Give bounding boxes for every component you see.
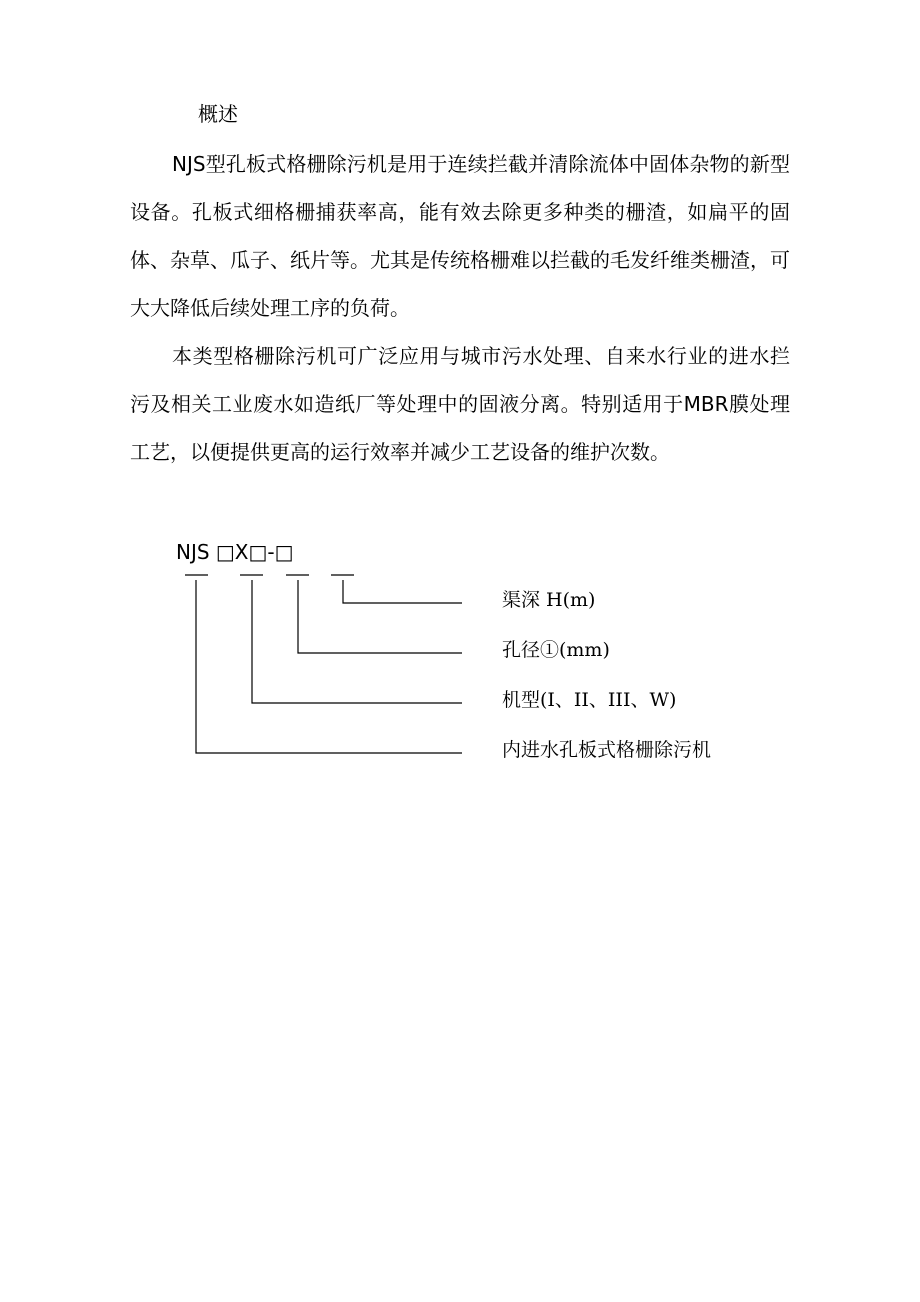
legend-channel-depth: 渠深 H(m) xyxy=(502,589,596,611)
paragraph-overview: NJS型孔板式格栅除污机是用于连续拦截并清除流体中固体杂物的新型设备。孔板式细格栅捕获率高，能有效去除更多种类的栅渣，如扁平的固体、杂草、瓜子、纸片等。尤其是传统格栅难以拦截的毛发纤维类栅渣，可大大降低后续处理工序的负荷。 xyxy=(130,152,790,320)
legend-hole-diameter: 孔径①(mm) xyxy=(502,639,610,661)
legend-product-name: 内进水孔板式格栅除污机 xyxy=(502,739,712,761)
legend-machine-type: 机型(I、II、III、W) xyxy=(502,689,677,711)
leader-line-type xyxy=(252,580,462,703)
model-code: NJS □X□-□ xyxy=(176,540,294,564)
leader-line-depth xyxy=(343,580,462,603)
paragraph-application: 本类型格栅除污机可广泛应用与城市污水处理、自来水行业的进水拦污及相关工业废水如造纸厂等处理中的固液分离。特别适用于MBR膜处理工艺，以便提供更高的运行效率并减少工艺设备的维护次数。 xyxy=(130,344,790,464)
leader-line-hole xyxy=(298,580,462,653)
leader-line-name xyxy=(196,580,462,753)
section-title: 概述 xyxy=(198,102,238,126)
